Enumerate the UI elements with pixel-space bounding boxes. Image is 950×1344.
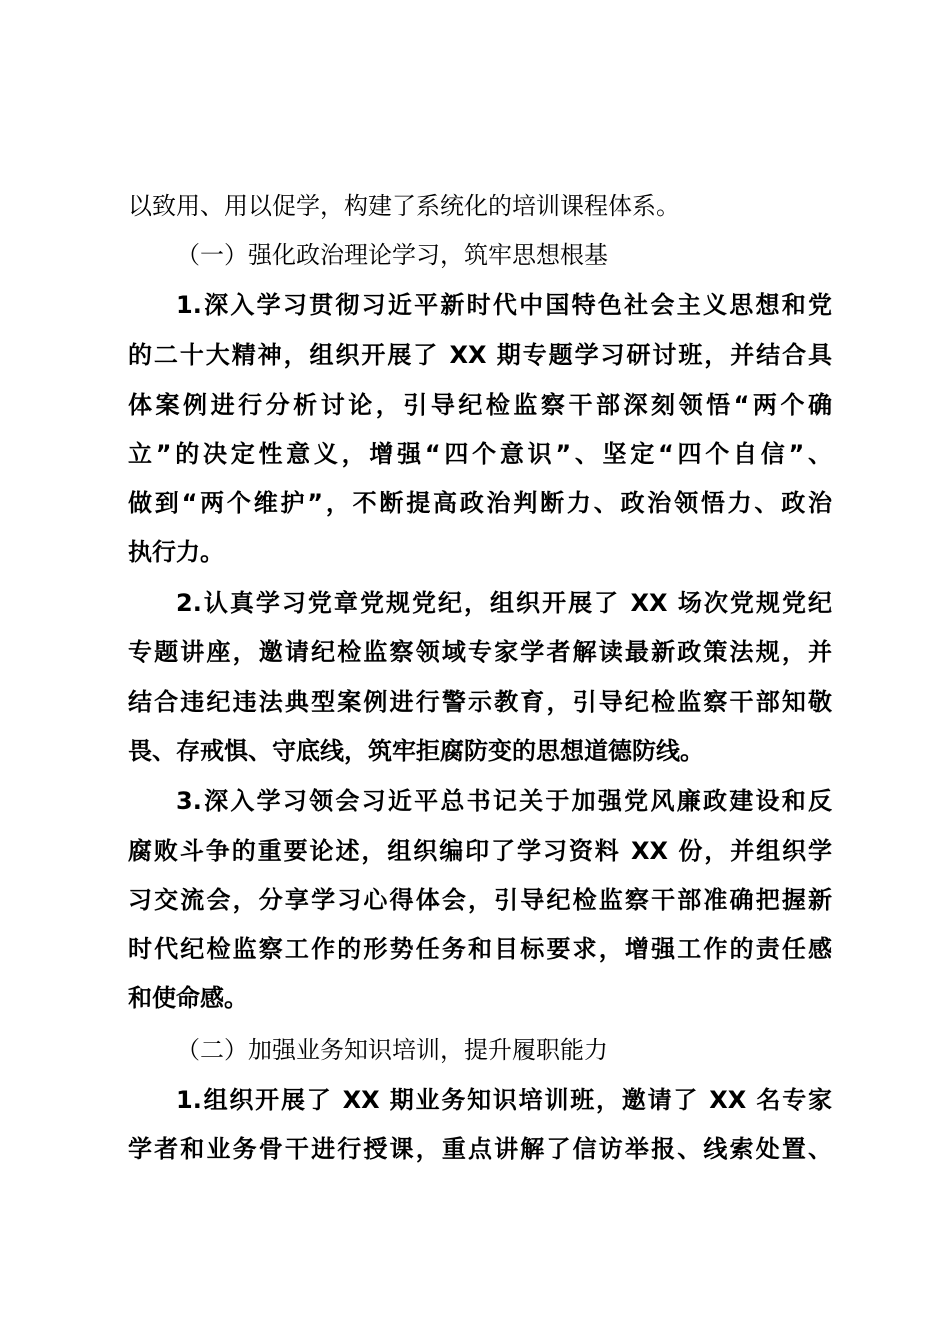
paragraph-4-line-1: 1.组织开展了 XX 期业务知识培训班，邀请了 XX 名专家 — [176, 1086, 832, 1114]
section-heading-1: （一）强化政治理论学习，筑牢思想根基 — [176, 241, 608, 269]
paragraph-1-line-1: 1.深入学习贯彻习近平新时代中国特色社会主义思想和党 — [176, 291, 832, 319]
paragraph-3-line-5: 和使命感。 — [128, 984, 248, 1012]
paragraph-3-line-3: 习交流会，分享学习心得体会，引导纪检监察干部准确把握新 — [128, 886, 832, 914]
paragraph-1-line-2: 的二十大精神，组织开展了 XX 期专题学习研讨班，并结合具 — [128, 341, 832, 369]
paragraph-1-line-6: 执行力。 — [128, 538, 224, 566]
paragraph-2-line-3: 结合违纪违法典型案例进行警示教育，引导纪检监察干部知敬 — [128, 688, 832, 716]
paragraph-3-line-1: 3.深入学习领会习近平总书记关于加强党风廉政建设和反 — [176, 787, 832, 815]
paragraph-1-line-3: 体案例进行分析讨论，引导纪检监察干部深刻领悟“两个确 — [128, 391, 832, 419]
paragraph-2-line-4: 畏、存戒惧、守底线，筑牢拒腐防变的思想道德防线。 — [128, 737, 704, 765]
text-line-continuation: 以致用、用以促学，构建了系统化的培训课程体系。 — [128, 192, 680, 220]
section-heading-2: （二）加强业务知识培训，提升履职能力 — [176, 1036, 608, 1064]
paragraph-2-line-2: 专题讲座，邀请纪检监察领域专家学者解读最新政策法规，并 — [128, 638, 832, 666]
paragraph-3-line-2: 腐败斗争的重要论述，组织编印了学习资料 XX 份，并组织学 — [128, 837, 832, 865]
paragraph-4-line-2: 学者和业务骨干进行授课，重点讲解了信访举报、线索处置、 — [128, 1135, 832, 1163]
paragraph-3-line-4: 时代纪检监察工作的形势任务和目标要求，增强工作的责任感 — [128, 935, 832, 963]
paragraph-1-line-4: 立”的决定性意义，增强“四个意识”、坚定“四个自信”、 — [128, 440, 832, 468]
paragraph-1-line-5: 做到“两个维护”，不断提高政治判断力、政治领悟力、政治 — [128, 489, 832, 517]
paragraph-2-line-1: 2.认真学习党章党规党纪，组织开展了 XX 场次党规党纪 — [176, 589, 832, 617]
